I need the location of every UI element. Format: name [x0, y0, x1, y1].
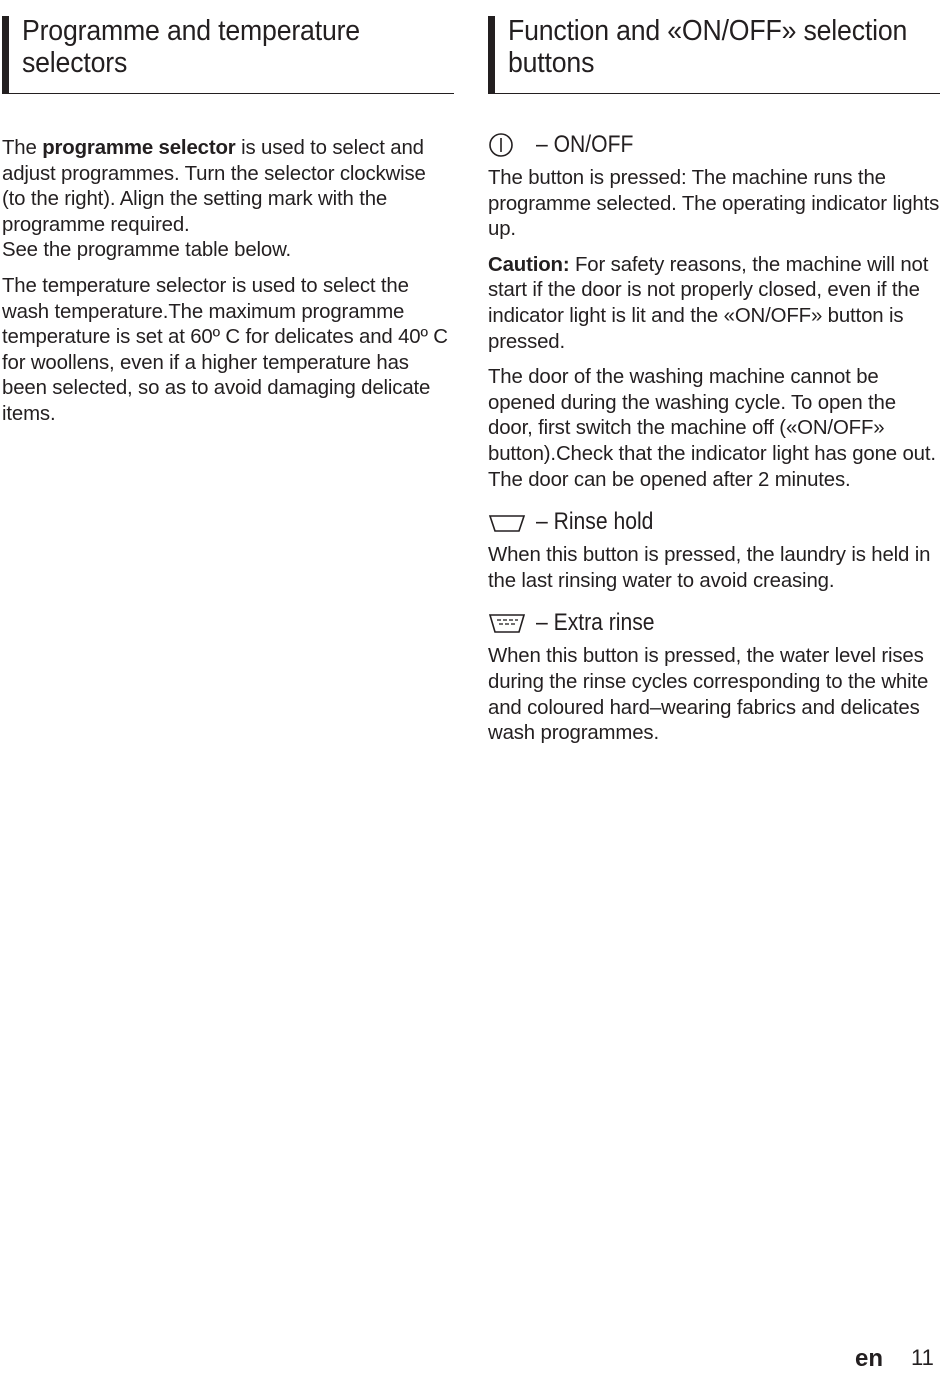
caution-paragraph [488, 253, 940, 355]
heading-bar [2, 16, 9, 94]
extra-rinse-heading [488, 608, 940, 638]
section-heading-buttons [488, 16, 940, 94]
power-icon [488, 132, 526, 158]
text-fragment: is used to select and adjust programmes. Turn the selector clockwise (to the right). Align the setting mark with the programme required. [2, 137, 426, 236]
section-heading-selectors [2, 16, 454, 94]
onoff-heading [488, 130, 940, 160]
rinse-hold-description: When this button is pressed, the laundry is held in the last rinsing water to avoid creasing. [488, 544, 931, 592]
left-column [2, 16, 454, 438]
bold-term: programme selector [42, 137, 236, 159]
right-column [488, 16, 940, 757]
caution-label: Caution: [488, 253, 570, 276]
extra-rinse-tub-icon [488, 610, 526, 636]
heading-line: Function and «ON/OFF» selection [508, 15, 908, 47]
extra-rinse-label: – Extra rinse [536, 609, 655, 637]
left-body [2, 136, 454, 428]
door-paragraph: The door of the washing machine cannot be opened during the washing cycle. To open the door, first switch the machine off («ON/OFF» button).Check that the indicator light has gone out. The door can be opened after 2 minutes. [488, 366, 936, 491]
heading-title [22, 15, 360, 79]
caution-text: For safety reasons, the machine will not start if the door is not properly closed, even if the indicator light is lit and the «ON/OFF» button is pressed. [488, 253, 929, 353]
rinse-hold-label: – Rinse hold [536, 508, 654, 536]
rinse-hold-tub-icon [488, 509, 526, 535]
extra-rinse-description: When this button is pressed, the water level rises during the rinse cycles corresponding to the white and coloured hard–wearing fabrics and delicates wash programmes. [488, 645, 929, 745]
onoff-label: – ON/OFF [536, 131, 634, 158]
text-fragment: See the programme table below. [2, 239, 292, 262]
temperature-selector-paragraph: The temperature selector is used to select the wash temperature.The maximum programme temperature is set at 60º C for delicates and 40º C for woollens, even if a higher temperature has been selected, so as to avoid damaging delicate items. [2, 274, 448, 425]
heading-line: selectors [22, 47, 128, 79]
heading-title [508, 15, 907, 79]
heading-line: buttons [508, 47, 595, 79]
onoff-description: The button is pressed: The machine runs the programme selected. The operating indicator lights up. [488, 167, 940, 241]
text-fragment: The [2, 137, 43, 159]
right-body [488, 130, 940, 747]
heading-bar [488, 16, 495, 94]
rinse-hold-heading [488, 507, 940, 537]
language-code: en [855, 1345, 884, 1372]
programme-selector-paragraph [2, 136, 454, 264]
page-number: 11 [911, 1345, 934, 1370]
heading-line: Programme and temperature [22, 15, 360, 47]
